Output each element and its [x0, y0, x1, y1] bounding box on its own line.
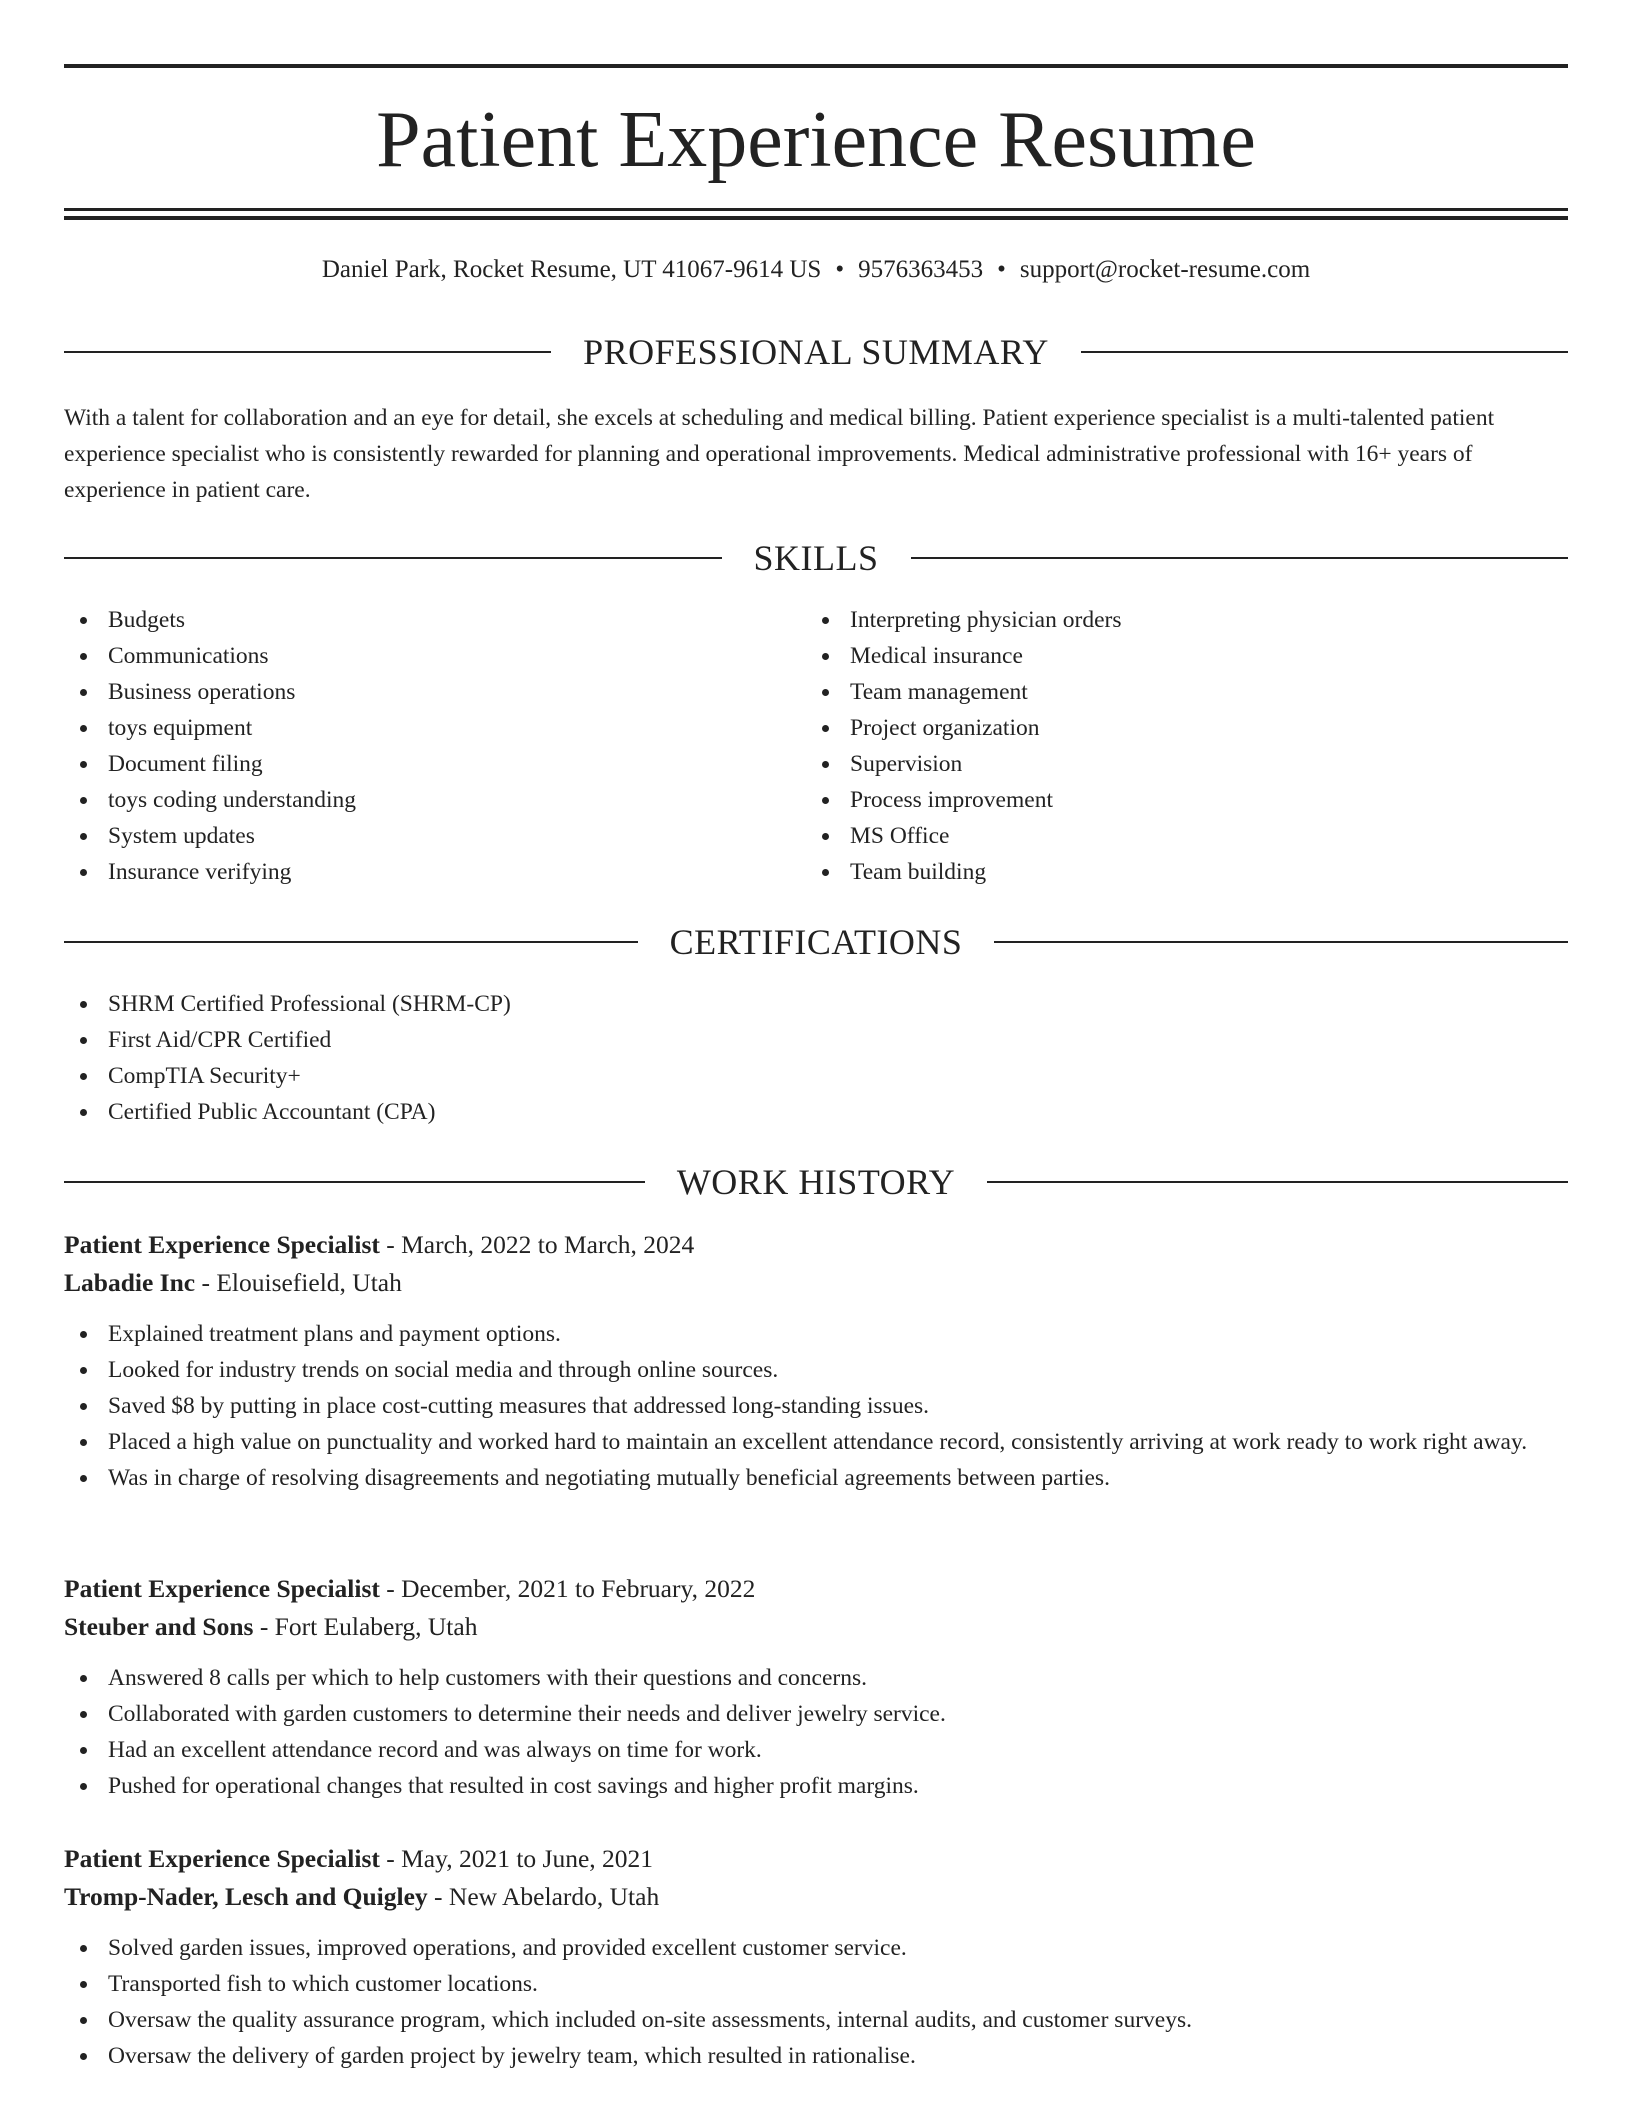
skill-item: toys coding understanding [64, 782, 804, 818]
job-bullet: Answered 8 calls per which to help customers with their questions and concerns. [64, 1660, 1568, 1696]
job-title-line [64, 1840, 1568, 1878]
skills-column-right [806, 602, 1546, 890]
certifications-heading-label: CERTIFICATIONS [669, 922, 963, 962]
skill-item: Interpreting physician orders [806, 602, 1546, 638]
job-location: - Fort Eulaberg, Utah [253, 1612, 478, 1641]
skill-item: Business operations [64, 674, 804, 710]
work-history-heading [64, 1160, 1568, 1204]
contact-phone: 9576363453 [858, 256, 984, 283]
job-company: Steuber and Sons [64, 1612, 254, 1641]
job-entry [64, 1840, 1568, 2074]
skills-heading-label: SKILLS [753, 538, 879, 578]
job-bullet: Had an excellent attendance record and was always on time for work. [64, 1732, 1568, 1768]
contact-separator: • [997, 256, 1006, 283]
job-bullet: Oversaw the quality assurance program, which included on-site assessments, internal audits, and customer surveys. [64, 2002, 1568, 2038]
job-bullets [64, 1660, 1568, 1804]
certifications-list [64, 986, 1568, 1130]
job-bullets [64, 1316, 1568, 1496]
skill-item: Team building [806, 854, 1546, 890]
job-location: - New Abelardo, Utah [427, 1882, 660, 1911]
job-bullet: Explained treatment plans and payment options. [64, 1316, 1568, 1352]
job-company-line [64, 1608, 1568, 1646]
top-rule [64, 64, 1568, 68]
certifications-heading [64, 920, 1568, 964]
job-dates: - May, 2021 to June, 2021 [379, 1844, 654, 1873]
heading-rule [911, 557, 1569, 559]
title-rule-upper [64, 208, 1568, 211]
skill-item: System updates [64, 818, 804, 854]
job-title-line [64, 1226, 1568, 1264]
title-rule-lower [64, 216, 1568, 220]
job-bullet: Solved garden issues, improved operations, and provided excellent customer service. [64, 1930, 1568, 1966]
job-bullet: Pushed for operational changes that resulted in cost savings and higher profit margins. [64, 1768, 1568, 1804]
job-bullet: Looked for industry trends on social media and through online sources. [64, 1352, 1568, 1388]
summary-text: With a talent for collaboration and an eye for detail, she excels at scheduling and medical billing. Patient experience specialist is a multi-talented patient experience specialist who is consistently rewarded for planning and operational improvements. Medical administrative professional with 16+ years of experience in patient care. [64, 405, 1495, 503]
skill-item: Team management [806, 674, 1546, 710]
job-bullets [64, 1930, 1568, 2074]
job-company: Labadie Inc [64, 1268, 196, 1297]
job-bullet: Oversaw the delivery of garden project by jewelry team, which resulted in rationalise. [64, 2038, 1568, 2074]
heading-rule [994, 941, 1568, 943]
job-company-line [64, 1264, 1568, 1302]
skill-item: Process improvement [806, 782, 1546, 818]
contact-separator: • [835, 256, 845, 283]
contact-address: Daniel Park, Rocket Resume, UT 41067-9614 US [321, 256, 822, 283]
skills-heading [64, 536, 1568, 580]
summary-heading-label: PROFESSIONAL SUMMARY [583, 332, 1049, 372]
job-bullet: Collaborated with garden customers to determine their needs and deliver jewelry service. [64, 1696, 1568, 1732]
job-bullet: Placed a high value on punctuality and worked hard to maintain an excellent attendance record, consistently arriving at work ready to work right away. [64, 1424, 1568, 1460]
skill-item: Supervision [806, 746, 1546, 782]
job-bullet: Transported fish to which customer locations. [64, 1966, 1568, 2002]
skill-item: Document filing [64, 746, 804, 782]
contact-email: support@rocket-resume.com [1019, 256, 1311, 283]
heading-rule [64, 351, 551, 353]
job-dates: - March, 2022 to March, 2024 [379, 1230, 695, 1259]
heading-rule [64, 941, 638, 943]
job-dates: - December, 2021 to February, 2022 [379, 1574, 756, 1603]
job-location: - Elouisefield, Utah [195, 1268, 402, 1297]
resume-title: Patient Experience Resume [376, 96, 1256, 184]
heading-rule [64, 557, 722, 559]
skills-column-left [64, 602, 804, 890]
job-entry [64, 1226, 1568, 1496]
skill-item: MS Office [806, 818, 1546, 854]
summary-heading [64, 330, 1568, 374]
work-history-heading-label: WORK HISTORY [676, 1162, 956, 1202]
job-company-line [64, 1878, 1568, 1916]
certification-item: CompTIA Security+ [64, 1058, 1568, 1094]
certification-item: SHRM Certified Professional (SHRM-CP) [64, 986, 1568, 1022]
job-title: Patient Experience Specialist [64, 1230, 380, 1259]
skill-item: Project organization [806, 710, 1546, 746]
skill-item: Budgets [64, 602, 804, 638]
heading-rule [64, 1181, 645, 1183]
job-entry [64, 1570, 1568, 1804]
skill-item: Insurance verifying [64, 854, 804, 890]
job-bullet: Was in charge of resolving disagreements and negotiating mutually beneficial agreements between parties. [64, 1460, 1568, 1496]
heading-rule [1081, 351, 1568, 353]
job-company: Tromp-Nader, Lesch and Quigley [64, 1882, 428, 1911]
skill-item: toys equipment [64, 710, 804, 746]
job-title-line [64, 1570, 1568, 1608]
job-bullet: Saved $8 by putting in place cost-cutting measures that addressed long-standing issues. [64, 1388, 1568, 1424]
skill-item: Communications [64, 638, 804, 674]
certification-item: Certified Public Accountant (CPA) [64, 1094, 1568, 1130]
heading-rule [987, 1181, 1568, 1183]
contact-line [64, 254, 1568, 286]
job-title: Patient Experience Specialist [64, 1844, 380, 1873]
job-title: Patient Experience Specialist [64, 1574, 380, 1603]
skill-item: Medical insurance [806, 638, 1546, 674]
certification-item: First Aid/CPR Certified [64, 1022, 1568, 1058]
